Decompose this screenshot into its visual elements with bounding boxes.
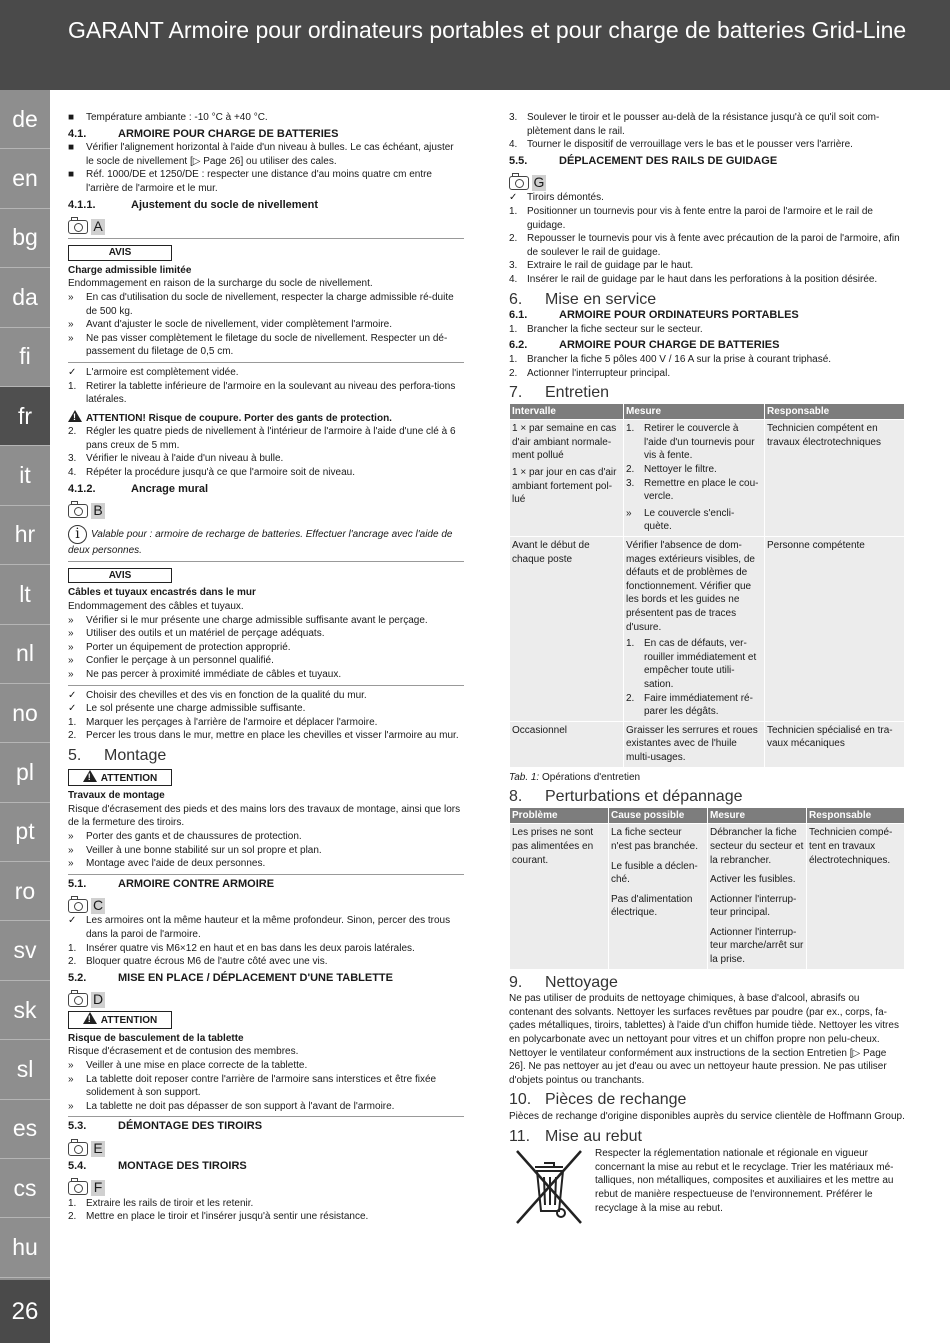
instruction: Porter un équipement de protection approprié. xyxy=(86,641,291,653)
column-header: Cause possible xyxy=(609,807,708,824)
step: Insérer le rail de guidage par le haut dans les perforations à la position désirée. xyxy=(527,273,878,285)
check-icon: ✓ xyxy=(68,366,77,378)
table-row xyxy=(510,721,905,767)
table-cell: Occasionnel xyxy=(510,721,624,767)
camera-icon xyxy=(68,220,88,234)
lang-tab-cs[interactable]: cs xyxy=(0,1159,50,1218)
instruction: Vérifier si le mur présente une charge admissible suffisante avant le perçage. xyxy=(86,614,428,626)
square-bullet-icon: ■ xyxy=(68,169,75,181)
language-sidebar xyxy=(0,90,50,1343)
section-number: 4.1. xyxy=(68,127,87,140)
lang-tab-fi[interactable]: fi xyxy=(0,328,50,387)
step: Insérer quatre vis M6×12 en haut et en bas dans les deux parois latérales. xyxy=(86,942,415,954)
section-heading: ARMOIRE POUR CHARGE DE BATTERIES xyxy=(118,127,339,140)
lang-tab-de[interactable]: de xyxy=(0,90,50,149)
section-heading: ARMOIRE POUR CHARGE DE BATTERIES xyxy=(559,339,780,352)
table-header-row xyxy=(510,403,905,420)
divider xyxy=(68,362,464,363)
lang-tab-sk[interactable]: sk xyxy=(0,981,50,1040)
lang-tab-lt[interactable]: lt xyxy=(0,565,50,624)
column-header: Intervalle xyxy=(510,403,624,420)
step: Brancher la fiche secteur sur le secteur. xyxy=(527,323,703,335)
step: Bloquer quatre écrous M6 de l'autre côté avec une vis. xyxy=(86,956,328,968)
instruction: Avant d'ajuster le socle de nivellement, vider complètement l'armoire. xyxy=(86,319,393,331)
divider xyxy=(68,685,464,686)
table-cell: Actionner l'interrup-teur marche/arrêt sur la prise. xyxy=(710,926,804,966)
lang-tab-it[interactable]: it xyxy=(0,446,50,505)
step: Actionner l'interrupteur principal. xyxy=(527,367,671,379)
check-icon: ✓ xyxy=(68,689,77,701)
section-heading: Entretien xyxy=(545,384,610,402)
table-cell: Actionner l'interrup-teur principal. xyxy=(710,893,797,919)
check-icon: ✓ xyxy=(68,915,77,927)
table-cell: Le couvercle s'encli-quète. xyxy=(644,507,735,533)
lang-tab-bg[interactable]: bg xyxy=(0,209,50,268)
notice-label: AVIS xyxy=(68,245,172,261)
precondition: Choisir des chevilles et des vis en fonction de la qualité du mur. xyxy=(86,689,367,701)
lang-tab-fr[interactable]: fr xyxy=(0,387,50,446)
step: Tourner le dispositif de verrouillage vers le bas et le pousser vers l'arrière. xyxy=(527,139,853,151)
step: Repousser le tournevis pour vis à fente avec précaution de la paroi de l'armoire, afin de soulever le rail de guidage. xyxy=(527,233,900,258)
instruction: La tablette doit reposer contre l'arrière de l'armoire sans interstices et être fixée solidement à son support. xyxy=(86,1073,437,1099)
section-number: 5.2. xyxy=(68,971,87,984)
table-row xyxy=(510,824,905,969)
section-heading: DÉMONTAGE DES TIROIRS xyxy=(118,1120,263,1133)
section-heading: Ancrage mural xyxy=(131,482,209,495)
section-number: 4.1.1. xyxy=(68,198,96,211)
notice-text: Endommagement en raison de la surcharge du socle de nivellement. xyxy=(68,278,373,290)
step: Brancher la fiche 5 pôles 400 V / 16 A sur la prise à courant triphasé. xyxy=(527,353,832,365)
table-cell: Technicien compétent en travaux électrotechniques xyxy=(765,420,905,537)
figure-ref: C xyxy=(92,897,104,914)
table-cell: Nettoyer le filtre. xyxy=(644,464,717,476)
left-column: ■ Température ambiante : -10 °C à +40 °C. 4.1. ARMOIRE POUR CHARGE DE BATTERIES ■ Vérifier l'alignement horizontal à l'aide d'un niveau à bulles. Le cas échéant, ajuster le socle de nivellement [▷ Page 26] ou utiliser des cales. ■ Réf. 1000/DE et 1250/DE : respecter une distance d'au moins quatre cm entre l'arrière de l'armoire et le mur. 4.1.1. Ajustement du socle de nivellement A AVIS Charge admissible limitée Endommagement en raison de la surcharge du socle de nivellement. » En cas d'utilisation du socle de nivellement, respecter la charge admissible ré-duite de 500 kg. » Avant d'ajuster le socle de nivellement, vider complètement l'armoire. » Ne pas visser complètement le filetage du socle de nivellement. Respecter un dé-passement du filetage de 0,5 cm. ✓ L'armoire est complètement vidée. 1. Retirer la tablette inférieure de l'armoire en la soulevant au niveau des perfora-tions latérales. !ATTENTION! Risque de coupure. Porter des gants de protection. 2. Régler les quatre pieds de nivellement à l'intérieur de l'armoire à l'aide d'une clé à 6 pans creux de 5 mm. 3. Vérifier le niveau à l'aide d'un niveau à bulle. 4. Répéter la procédure jusqu'à ce que l'armoire soit de niveau. 4.1.2. Ancrage mural B i Valable pour : armoire de recharge de batteries. Effectuer l'ancrage avec l'aide de deux personnes. AVIS Câbles et tuyaux encastrés dans le mur Endommagement des câbles et tuyaux. » Vérifier si le mur présente une charge admissible suffisante avant le perçage. » Utiliser des outils et un matériel de perçage adéquats. » Porter un équipement de protection approprié. » Confier le perçage à un personnel qualifié. » Ne pas percer à proximité immédiate de câbles et tuyaux. ✓ Choisir des chevilles et des vis en fonction de la qualité du mur. ✓ Le sol présente une charge admissible suffisante. 1. Marquer les perçages à l'arrière de l'armoire et déplacer l'armoire. 2. Percer les trous dans le mur, mettre en place les chevilles et visser l'armoire au mur. 5. Montage !ATTENTION Travaux de montage Risque d'écrasement des pieds et des mains lors des travaux de montage, ainsi que lors de la fermeture des tiroirs. » Porter des gants et de chaussures de protection. » Veiller à une bonne stabilité sur un sol propre et plan. » Montage avec l'aide de deux personnes. 5.1. ARMOIRE CONTRE ARMOIRE C ✓ Les armoires ont la même hauteur et la même profondeur. Sinon, percer des trous dans la paroi de l'armoire. 1. Insérer quatre vis M6×12 en haut et en bas dans les deux parois latérales. 2. Bloquer quatre écrous M6 de l'autre côté avec une vis. 5.2. MISE EN PLACE / DÉPLACEMENT D'UNE TABLETTE D !ATTENTION Risque de basculement de la tablette Risque d'écrasement et de contusion des membres. » Veiller à une mise en place correcte de la tablette. » La tablette doit reposer contre l'arrière de l'armoire sans interstices et être fixée solidement à son support. » La tablette ne doit pas dépasser de son support à l'avant de l'armoire. 5.3. DÉMONTAGE DES TIROIRS E 5.4. MONTAGE DES TIROIRS F 1. Extraire les rails de tiroir et les retenir. 2. Mettre en place le tiroir et l'insérer jusqu'à sentir une résistance. xyxy=(68,111,464,1224)
section-heading: Mise au rebut xyxy=(545,1127,642,1145)
section-number: 7. xyxy=(509,384,523,402)
section-heading: DÉPLACEMENT DES RAILS DE GUIDAGE xyxy=(559,154,778,167)
table-cell: Activer les fusibles. xyxy=(710,874,796,886)
column-header: Mesure xyxy=(708,807,807,824)
figure-ref: A xyxy=(91,219,105,235)
table-cell: Technicien compé-tent en travaux électrotechniques. xyxy=(807,824,905,969)
divider xyxy=(68,238,464,239)
step: Mettre en place le tiroir et l'insérer jusqu'à sentir une résistance. xyxy=(86,1211,369,1223)
section-heading: Montage xyxy=(104,746,167,764)
lang-tab-sl[interactable]: sl xyxy=(0,1040,50,1099)
page-number: 26 xyxy=(0,1280,50,1343)
table-cell: 1 × par jour en cas d'air ambiant fortement pol-lué xyxy=(512,467,617,506)
step: Régler les quatre pieds de nivellement à l'intérieur de l'armoire à l'aide d'une clé à 6 pans creux de 5 mm. xyxy=(86,426,456,451)
section-number: 4.1.2. xyxy=(68,482,96,495)
instruction: Porter des gants et de chaussures de protection. xyxy=(86,830,302,842)
table-cell: 1 × par semaine en cas d'air ambiant normale-ment pollué xyxy=(512,423,617,462)
lang-tab-pt[interactable]: pt xyxy=(0,803,50,862)
table-cell: Le fusible a déclen-ché. xyxy=(611,860,698,886)
troubleshooting-table xyxy=(509,807,905,970)
table-caption-label: Tab. 1: xyxy=(509,771,540,783)
table-cell: Technicien spécialisé en tra-vaux mécaniques xyxy=(765,721,905,767)
table-cell: Graisser les serrures et roues existantes avec de l'huile multi-usages. xyxy=(624,721,765,767)
camera-icon xyxy=(68,1142,88,1156)
divider xyxy=(68,561,464,562)
warning-icon xyxy=(68,410,82,422)
crossed-out-bin-icon xyxy=(509,1147,589,1227)
camera-icon xyxy=(68,504,88,518)
precondition: Le sol présente une charge admissible suffisante. xyxy=(86,703,306,715)
paragraph: Ne pas utiliser de produits de nettoyage chimiques, à base d'alcool, abrasifs ou contenant des solvants. Nettoyer les surfaces revêtues par poudre (par ex., corps, fa-çades métalliques, tiroirs, tablettes) à l'aide d'un chiffon humide tiède. Nettoyer les vitres en polycarbonate avec un nettoyant pour vitres et un chiffon propre non pelu-cheux. Nettoyer le ventilateur conformément aux instructions de la section Entretien [▷ Page 26]. Ne pas nettoyer au jet d'eau ou avec un nettoyeur haute pression. Ne pas utiliser d'objets pointus ou tranchants. xyxy=(509,993,899,1086)
section-number: 5.5. xyxy=(509,154,528,167)
maintenance-table xyxy=(509,403,905,768)
figure-ref: E xyxy=(91,1141,105,1157)
check-icon: ✓ xyxy=(68,703,77,715)
column-header: Mesure xyxy=(624,403,765,420)
table-cell: Débrancher la fiche secteur du secteur et la rebrancher. xyxy=(710,827,804,866)
lang-tab-pl[interactable]: pl xyxy=(0,743,50,802)
instruction: Ne pas visser complètement le filetage du socle de nivellement. Respecter un dé-passement du filetage de 0,5 cm. xyxy=(86,332,448,358)
step: Retirer la tablette inférieure de l'armoire en la soulevant au niveau des perfora-tions latérales. xyxy=(86,380,456,406)
instruction: Ne pas percer à proximité immédiate de câbles et tuyaux. xyxy=(86,669,342,680)
section-heading: Ajustement du socle de nivellement xyxy=(131,198,319,211)
section-number: 10. xyxy=(509,1091,532,1109)
section-number: 5.1. xyxy=(68,877,87,890)
lang-tab-hr[interactable]: hr xyxy=(0,506,50,565)
instruction: Confier le perçage à un personnel qualifié. xyxy=(86,655,274,667)
notice-text: Endommagement des câbles et tuyaux. xyxy=(68,601,244,613)
instruction: Veiller à une bonne stabilité sur un sol propre et plan. xyxy=(86,844,322,856)
section-number: 11. xyxy=(509,1127,531,1145)
instruction: Montage avec l'aide de deux personnes. xyxy=(86,858,266,870)
notice-title: Travaux de montage xyxy=(68,790,165,802)
section-number: 6.1. xyxy=(509,309,528,322)
table-cell: Pas d'alimentation électrique. xyxy=(611,893,693,919)
section-number: 6. xyxy=(509,290,523,308)
lang-tab-da[interactable]: da xyxy=(0,268,50,327)
instruction: Veiller à une mise en place correcte de la tablette. xyxy=(86,1060,308,1072)
step: Percer les trous dans le mur, mettre en place les chevilles et visser l'armoire au mur. xyxy=(86,730,459,742)
check-icon: ✓ xyxy=(509,192,518,204)
paragraph: Respecter la réglementation nationale et régionale en vigueur concernant la mise au rebut et le recyclage. Trier les matériaux mé-talliques, non métalliques, composites et auxiliaires et les mettre au rebut de manière respectueuse de l'environnement. Préférer le recyclage à la mise au rebut. xyxy=(595,1148,894,1214)
step: Répéter la procédure jusqu'à ce que l'armoire soit de niveau. xyxy=(86,467,355,479)
section-heading: ARMOIRE POUR ORDINATEURS PORTABLES xyxy=(559,309,799,322)
info-icon: i xyxy=(68,525,87,544)
table-header-row xyxy=(510,807,905,824)
table-cell: Avant le début de chaque poste xyxy=(510,537,624,722)
section-number: 8. xyxy=(509,788,523,806)
attention-label: ATTENTION xyxy=(100,1015,158,1027)
instruction: La tablette ne doit pas dépasser de son support à l'avant de l'armoire. xyxy=(86,1100,395,1112)
table-cell: Retirer le couvercle à l'aide d'un tournevis pour vis à fente. xyxy=(644,423,755,462)
paragraph: Pièces de rechange d'origine disponibles auprès du service clientèle de Hoffmann Group. xyxy=(509,1111,905,1122)
table-cell: Remettre en place le cou-vercle. xyxy=(644,477,759,503)
notice-label: AVIS xyxy=(68,568,172,584)
attention-label: ATTENTION xyxy=(100,772,158,784)
instruction: Utiliser des outils et un matériel de perçage adéquats. xyxy=(86,628,325,640)
table-cell: Vérifier l'absence de dom-mages extérieurs visibles, de défauts et de problèmes de fonctionnement. Vérifier que les bords et les guides ne présentent pas de traces d'usure. xyxy=(626,540,755,633)
step: Extraire les rails de tiroir et les retenir. xyxy=(86,1197,254,1209)
step: Vérifier le niveau à l'aide d'un niveau à bulle. xyxy=(86,453,284,465)
section-heading: ARMOIRE CONTRE ARMOIRE xyxy=(118,877,275,890)
notice-title: Risque de basculement de la tablette xyxy=(68,1032,244,1044)
table-cell: Personne compétente xyxy=(765,537,905,722)
figure-ref: F xyxy=(91,1180,105,1196)
precondition: Tiroirs démontés. xyxy=(527,192,604,204)
table-cell: En cas de défauts, ver-rouiller immédiatement et empêcher toute utili-sation. xyxy=(644,638,757,690)
divider xyxy=(68,874,464,875)
table-caption: Opérations d'entretien xyxy=(542,771,641,783)
lang-tab-sv[interactable]: sv xyxy=(0,921,50,980)
section-heading: Perturbations et dépannage xyxy=(545,788,743,806)
bullet-text: Réf. 1000/DE et 1250/DE : respecter une distance d'au moins quatre cm entre l'arrière de l'armoire et le mur. xyxy=(86,169,432,194)
section-number: 6.2. xyxy=(509,339,528,352)
camera-icon xyxy=(68,993,88,1007)
step: Extraire le rail de guidage par le haut. xyxy=(527,260,694,272)
page-title: GARANT Armoire pour ordinateurs portables et pour charge de batteries Grid-Line xyxy=(68,17,907,43)
column-header: Responsable xyxy=(807,807,905,824)
section-number: 5.3. xyxy=(68,1120,87,1133)
section-heading: MISE EN PLACE / DÉPLACEMENT D'UNE TABLETTE xyxy=(118,971,393,984)
lang-tab-ro[interactable]: ro xyxy=(0,862,50,921)
square-bullet-icon: ■ xyxy=(68,112,75,123)
lang-tab-es[interactable]: es xyxy=(0,1100,50,1159)
camera-icon xyxy=(509,176,529,190)
notice-text: Risque d'écrasement des pieds et des mains lors des travaux de montage, ainsi que lors de la fermeture des tiroirs. xyxy=(68,803,461,829)
section-heading: MONTAGE DES TIROIRS xyxy=(118,1160,247,1173)
step: Positionner un tournevis pour vis à fente entre la paroi de l'armoire et le rail de guidage. xyxy=(527,205,873,231)
section-heading: Pièces de rechange xyxy=(545,1091,687,1109)
right-column: 3. Soulever le tiroir et le pousser au-delà de la résistance jusqu'à ce qu'il soit com-plètement dans le rail. 4. Tourner le dispositif de verrouillage vers le bas et le pousser vers l'arrière. 5.5. DÉPLACEMENT DES RAILS DE GUIDAGE G ✓ Tiroirs démontés. 1. Positionner un tournevis pour vis à fente entre la paroi de l'armoire et le rail de guidage. 2. Repousser le tournevis pour vis à fente avec précaution de la paroi de l'armoire, afin de soulever le rail de guidage. 3. Extraire le rail de guidage par le haut. 4. Insérer le rail de guidage par le haut dans les perforations à la position désirée. 6. Mise en service 6.1. ARMOIRE POUR ORDINATEURS PORTABLES 1. Brancher la fiche secteur sur le secteur. 6.2. ARMOIRE POUR CHARGE DE BATTERIES 1. Brancher la fiche 5 pôles 400 V / 16 A sur la prise à courant triphasé. 2. Actionner l'interrupteur principal. 7. Entretien Intervalle Mesure Responsable 1 × par semaine en cas d'air ambiant normale-ment pollué 1 × par jour en cas d'air ambiant fortement pol-lué 1. Retirer le couvercle à l'aide d'un tournevis pour vis à fente. 2. Nettoyer le filtre. 3. Remettre en place le cou-vercle. » Le couvercle s'encli-quète. Technicien compétent en travaux électrotechniques Avant le début de chaque poste Vérifier l'absence de dom-mages extérieurs visibles, de défauts et de problèmes de fonctionnement. Vérifier que les bords et les guides ne présentent pas de traces d'usure. 1. En cas de défauts, ver-rouiller immédiatement et empêcher toute utili-sation. 2. Faire immédiatement ré-parer les dégâts. Personne compétente Occasionnel Graisser les serrures et roues existantes avec de l'huile multi-usages. Technicien spécialisé en tra-vaux mécaniques Tab. 1: Opérations d'entretien 8. Perturbations et dépannage Problème Cause possible Mesure Responsable Les prises ne sont pas alimentées en courant. La fiche secteur n'est pas branchée. Le fusible a déclen-ché. Pas d'alimentation électrique. Débrancher la fiche secteur du secteur et la rebrancher. Activer les fusibles. Actionner l'interrup-teur principal. Actionner l'interrup-teur marche/arrêt sur la prise. Technicien compé-tent en travaux électrotechniques. 9. Nettoyage Ne pas utiliser de produits de nettoyage chimiques, à base d'alcool, abrasifs ou contenant des solvants. Nettoyer les surfaces revêtues par poudre (par ex., corps, fa-çades métalliques, tiroirs, tablettes) à l'aide d'un chiffon humide tiède. Nettoyer les vitres en polycarbonate avec un nettoyant pour vitres et un chiffon propre non pelu-cheux. Nettoyer le ventilateur conformément aux instructions de la section Entretien [▷ Page 26]. Ne pas nettoyer au jet d'eau ou avec un nettoyeur haute pression. Ne pas utiliser d'objets pointus ou tranchants. 10. Pièces de rechange Pièces de rechange d'origine disponibles auprès du service clientèle de Hoffmann Group. 11. Mise au rebut Respecter la réglementation nationale et régionale en vigueur concernant la mise au rebut et le recyclage. Trier les matériaux mé-talliques, non métalliques, composites et auxiliaires et les mettre au rebut de manière respectueuse de l'environnement. Préférer le recyclage à la mise au rebut. xyxy=(509,111,905,1227)
column-header: Problème xyxy=(510,807,609,824)
lang-tab-en[interactable]: en xyxy=(0,149,50,208)
section-heading: Nettoyage xyxy=(545,973,618,991)
section-heading: Mise en service xyxy=(545,290,657,308)
lang-tab-nl[interactable]: nl xyxy=(0,625,50,684)
notice-title: Charge admissible limitée xyxy=(68,264,192,276)
bullet-text: Température ambiante : -10 °C à +40 °C. xyxy=(86,112,268,123)
table-row: Avant le début de chaque poste Vérifier l'absence de dom-mages extérieurs visibles, de défauts et de problèmes de fonctionnement. Vérifier que les bords et les guides ne présentent pas de traces d'usure. 1. En cas de défauts, ver-rouiller immédiatement et empêcher toute utili-sation. 2. Faire immédiatement ré-parer les dégâts. Personne compétente xyxy=(510,537,905,722)
header-bar xyxy=(0,0,950,90)
table-cell: Faire immédiatement ré-parer les dégâts. xyxy=(644,692,753,718)
camera-icon xyxy=(68,1181,88,1195)
attention-line: ATTENTION! Risque de coupure. Porter des gants de protection. xyxy=(86,412,392,424)
instruction: En cas d'utilisation du socle de nivellement, respecter la charge admissible ré-duite de 500 kg. xyxy=(86,291,454,317)
table-cell: Les prises ne sont pas alimentées en courant. xyxy=(510,824,609,969)
notice-text: Risque d'écrasement et de contusion des membres. xyxy=(68,1046,299,1058)
warning-icon xyxy=(83,1012,97,1024)
section-number: 5.4. xyxy=(68,1160,87,1173)
lang-tab-hu[interactable]: hu xyxy=(0,1218,50,1277)
step: Soulever le tiroir et le pousser au-delà de la résistance jusqu'à ce qu'il soit com-plètement dans le rail. xyxy=(527,112,880,137)
figure-ref: G xyxy=(533,174,545,191)
section-number: 9. xyxy=(509,973,523,991)
notice-title: Câbles et tuyaux encastrés dans le mur xyxy=(68,587,256,599)
column-header: Responsable xyxy=(765,403,905,420)
warning-icon xyxy=(83,770,97,782)
step: Marquer les perçages à l'arrière de l'armoire et déplacer l'armoire. xyxy=(86,716,378,728)
camera-icon xyxy=(68,899,88,913)
square-bullet-icon: ■ xyxy=(68,142,75,154)
table-row: 1 × par semaine en cas d'air ambiant normale-ment pollué 1 × par jour en cas d'air ambiant fortement pol-lué 1. Retirer le couvercle à l'aide d'un tournevis pour vis à fente. 2. Nettoyer le filtre. 3. Remettre en place le cou-vercle. » Le couvercle s'encli-quète. Technicien compétent en travaux électrotechniques xyxy=(510,420,905,537)
table-cell: La fiche secteur n'est pas branchée. xyxy=(611,827,698,852)
bullet-text: Vérifier l'alignement horizontal à l'aide d'un niveau à bulles. Le cas échéant, ajuster le socle de nivellement [▷ Page 26] ou utiliser des cales. xyxy=(86,142,454,167)
lang-tab-no[interactable]: no xyxy=(0,684,50,743)
figure-ref: D xyxy=(92,990,104,1007)
info-note: Valable pour : armoire de recharge de batteries. Effectuer l'ancrage avec l'aide de deux personnes. xyxy=(68,529,453,557)
figure-ref: B xyxy=(91,503,105,519)
divider xyxy=(68,1116,464,1117)
precondition: L'armoire est complètement vidée. xyxy=(86,366,239,378)
section-number: 5. xyxy=(68,746,82,764)
precondition: Les armoires ont la même hauteur et la même profondeur. Sinon, percer des trous dans la paroi de l'armoire. xyxy=(86,915,451,940)
